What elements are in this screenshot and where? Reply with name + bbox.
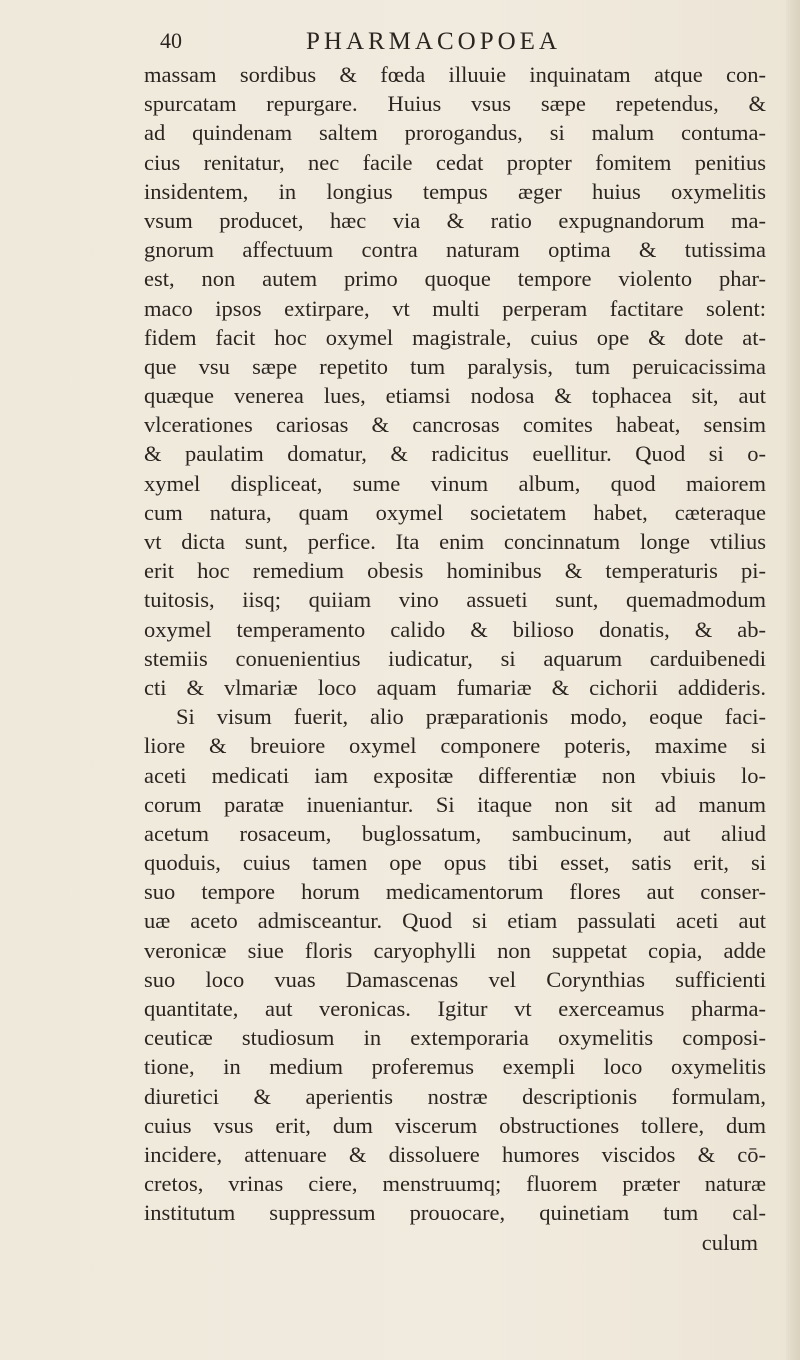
text-line: suo tempore horum medicamentorum flores aut conser-	[144, 879, 766, 905]
text-line: vlcerationes cariosas & cancrosas comites habeat, sensim	[144, 412, 766, 438]
running-header	[160, 28, 640, 62]
text-line: spurcatam repurgare. Huius vsus sæpe repetendus, &	[144, 91, 766, 117]
text-line: corum paratæ inueniantur. Si itaque non sit ad manum	[144, 791, 766, 817]
page-edge	[786, 0, 800, 1360]
text-line: erit hoc remedium obesis hominibus & temperaturis pi-	[144, 558, 766, 584]
text-line: maco ipsos extirpare, vt multi perperam factitare solent:	[144, 295, 766, 321]
text-line: est, non autem primo quoque tempore violento phar-	[144, 266, 766, 292]
text-line: cuius vsus erit, dum viscerum obstructiones tollere, dum	[144, 1112, 766, 1138]
text-line: vsum producet, hæc via & ratio expugnandorum ma-	[144, 207, 766, 233]
text-line: suo loco vuas Damascenas vel Corynthias sufficienti	[144, 966, 766, 992]
text-line: institutum suppressum prouocare, quinetiam tum cal-	[144, 1200, 766, 1226]
text-line: acetum rosaceum, buglossatum, sambucinum, aut aliud	[144, 820, 766, 846]
page-number: 40	[160, 28, 182, 53]
text-line: cius renitatur, nec facile cedat propter fomitem penitius	[144, 149, 766, 175]
text-line: quæque venerea lues, etiamsi nodosa & tophacea sit, aut	[144, 383, 766, 409]
text-line: massam sordibus & fœda illuuie inquinatam atque con-	[144, 62, 766, 87]
text-line: aceti medicati iam expositæ differentiæ non vbiuis lo-	[144, 762, 766, 788]
text-line: xymel displiceat, sume vinum album, quod maiorem	[144, 470, 766, 496]
text-line: quoduis, cuius tamen ope opus tibi esset, satis erit, si	[144, 850, 766, 876]
text-line: liore & breuiore oxymel componere poteris, maxime si	[144, 733, 766, 759]
text-line: fidem facit hoc oxymel magistrale, cuius ope & dote at-	[144, 324, 766, 350]
text-line: incidere, attenuare & dissoluere humores viscidos & cō-	[144, 1141, 766, 1167]
text-line: tione, in medium proferemus exempli loco oxymelitis	[144, 1054, 766, 1080]
text-line: cretos, vrinas ciere, menstruumq; fluorem præter naturæ	[144, 1171, 766, 1197]
text-line: cti & vlmariæ loco aquam fumariæ & cichorii addideris.	[144, 674, 766, 700]
body-text	[144, 60, 766, 1257]
text-line: ceuticæ studiosum in extemporaria oxymelitis composi-	[144, 1025, 766, 1051]
text-line: quantitate, aut veronicas. Igitur vt exerceamus pharma-	[144, 996, 766, 1021]
text-line: tuitosis, iisq; quiiam vino assueti sunt, quemadmodum	[144, 587, 766, 613]
text-line: & paulatim domatur, & radicitus euellitur. Quod si o-	[144, 441, 766, 467]
text-line: uæ aceto admisceantur. Quod si etiam passulati aceti aut	[144, 908, 766, 934]
text-line: veronicæ siue floris caryophylli non suppetat copia, adde	[144, 937, 766, 963]
text-line: insidentem, in longius tempus æger huius oxymelitis	[144, 178, 766, 204]
text-line: diuretici & aperientis nostræ descriptionis formulam,	[144, 1083, 766, 1109]
running-title: PHARMACOPOEA	[306, 28, 561, 55]
paragraph-start-line: Si visum fuerit, alio præparationis modo, eoque faci-	[176, 704, 766, 730]
text-line: stemiis conuenientius iudicatur, si aquarum carduibenedi	[144, 645, 766, 671]
text-line: ad quindenam saltem prorogandus, si malum contuma-	[144, 120, 766, 146]
text-line: gnorum affectuum contra naturam optima & tutissima	[144, 237, 766, 263]
text-line: oxymel temperamento calido & bilioso donatis, & ab-	[144, 616, 766, 642]
text-line: cum natura, quam oxymel societatem habet, cæteraque	[144, 499, 766, 525]
text-line: que vsu sæpe repetito tum paralysis, tum peruicacissima	[144, 353, 766, 379]
text-line: vt dicta sunt, perfice. Ita enim concinnatum longe vtilius	[144, 529, 766, 554]
catchword: culum	[701, 1229, 758, 1255]
